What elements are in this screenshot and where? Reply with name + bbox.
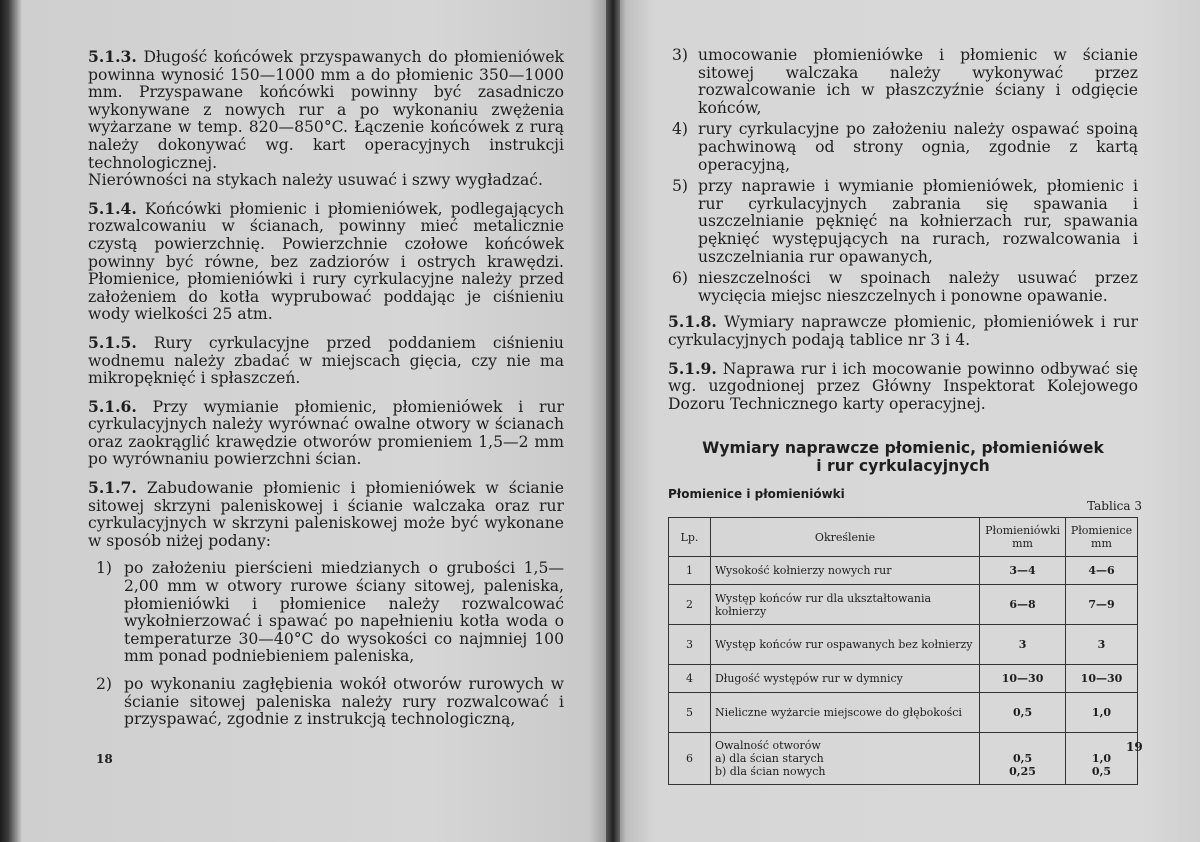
- header-plomienice: Płomienice mm: [1065, 518, 1137, 557]
- book-gutter: [606, 0, 620, 842]
- table-row: [669, 557, 1138, 585]
- cell-opis: Wysokość kołnierzy nowych rur: [710, 557, 979, 585]
- table-heading: [668, 439, 1138, 475]
- cell-opis: Występ końców rur dla ukształtowania kołnierzy: [710, 585, 979, 625]
- cell-plomienice: 3: [1065, 625, 1137, 665]
- list-marker: 1): [96, 559, 113, 578]
- section-5-1-7: [88, 479, 564, 550]
- section-number: 5.1.7.: [88, 478, 137, 498]
- cell-lp: 6: [669, 733, 711, 785]
- list-marker: 6): [672, 269, 689, 288]
- cell-plomieniowki: 0,5: [980, 693, 1066, 733]
- repair-dimensions-table: [668, 517, 1138, 785]
- section-number: 5.1.8.: [668, 312, 717, 332]
- cell-opis-main: Owalność otworów: [714, 739, 821, 753]
- cell-opis: Nieliczne wyżarcie miejscowe do głębokości: [710, 693, 979, 733]
- list-item: [668, 178, 1138, 266]
- section-number: 5.1.6.: [88, 396, 137, 416]
- section-text: Naprawa rur i ich mocowanie powinno odbywać się wg. uzgodnionej przez Główny Inspektorat Kolejowego Dozoru Technicznego karty operacyjnej.: [668, 359, 1138, 413]
- cell-lp: 3: [669, 625, 711, 665]
- list-item-text: rury cyrkulacyjne po założeniu należy ospawać spoiną pachwinową od strony ognia, zgodnie z kartą operacyjną,: [698, 120, 1138, 174]
- cell-plomieniowki: 6—8: [980, 585, 1066, 625]
- cell-opis: Występ końców rur ospawanych bez kołnierzy: [710, 625, 979, 665]
- list-item-text: umocowanie płomieniówke i płomienic w ścianie sitowej walczaka należy wykonywać przez rozwalcowanie ich w płaszczyźnie ściany i odgięcie końców,: [698, 46, 1138, 117]
- value-a: 0,5: [1012, 752, 1033, 766]
- section-5-1-9: [668, 360, 1138, 414]
- list-item: [668, 47, 1138, 117]
- section-number: 5.1.4.: [88, 198, 137, 218]
- section-number: 5.1.5.: [88, 332, 137, 352]
- list-item: [668, 270, 1138, 305]
- value-b: 0,25: [1009, 765, 1036, 779]
- section-5-1-8: [668, 313, 1138, 349]
- cell-plomieniowki: 3: [980, 625, 1066, 665]
- list-item-text: nieszczelności w spoinach należy usuwać przez wycięcia miejsc nieszczelnych i ponowne opawanie.: [698, 269, 1138, 305]
- list-item: [668, 121, 1138, 174]
- cell-plomieniowki: [980, 733, 1066, 785]
- table-title-line-2: i rur cyrkulacyjnych: [816, 457, 990, 476]
- table-row: [669, 665, 1138, 693]
- list-marker: 2): [96, 675, 113, 693]
- procedure-list-right: [668, 47, 1138, 305]
- list-item-text: po założeniu pierścieni miedzianych o grubości 1,5—2,00 mm w otwory rurowe ściany sitowej, paleniska, płomieniówki i płomienice należy rozwalcować wykołnierzować i spawać po napełnieniu kotła woda o temperaturze 30—40°C do wysokości co najmniej 100 mm ponad podniebieniem paleniska,: [124, 559, 564, 666]
- section-text: Wymiary naprawcze płomienic, płomieniówek i rur cyrkulacyjnych podają tablice nr 3 i 4.: [668, 313, 1138, 349]
- cell-plomienice: 4—6: [1065, 557, 1137, 585]
- cell-plomienice: 10—30: [1065, 665, 1137, 693]
- cell-plomienice: 7—9: [1065, 585, 1137, 625]
- table-title-line-1: Wymiary naprawcze płomienic, płomieniówek: [702, 439, 1104, 458]
- section-text: Końcówki płomienic i płomieniówek, podlegających rozwalcowaniu w ścianach, powinny mieć metalicznie czystą powierzchnię. Powierzchnie czołowe końcówek powinny być równe, bez zadziorów i ostrych krawędzi. Płomienice, płomieniówki i rury cyrkulacyjne należy przed założeniem do kotła wyprubować poddając je ciśnieniu wody wielkości 25 atm.: [88, 199, 564, 324]
- cell-plomieniowki: 3—4: [980, 557, 1066, 585]
- cell-opis: Długość występów rur w dymnicy: [710, 665, 979, 693]
- cell-opis-sub-a: a) dla ścian starych: [714, 752, 824, 766]
- value-b: 0,5: [1091, 765, 1112, 779]
- page-number-right: 19: [1126, 740, 1143, 754]
- table-row: [669, 585, 1138, 625]
- list-item: [88, 560, 564, 666]
- section-5-1-5: [88, 334, 564, 388]
- cell-lp: 2: [669, 585, 711, 625]
- list-item-text: przy naprawie i wymianie płomieniówek, płomienic i rur cyrkulacyjnych zabrania się spawania i uszczelnianie pęknięć na kołnierzach rur, spawania pęknięć występujących na rurach, rozwalcowania i uszczelniania rur opawanych,: [698, 177, 1138, 266]
- list-marker: 5): [672, 177, 689, 196]
- section-5-1-3: [88, 48, 564, 190]
- section-text: Zabudowanie płomienic i płomieniówek w ścianie sitowej skrzyni paleniskowej i ścianie walczaka oraz rur cyrkulacyjnych w skrzyni paleniskowej może być wykonane w sposób niżej podany:: [88, 479, 564, 550]
- table-header-row: [669, 518, 1138, 557]
- page-number-left: 18: [96, 752, 113, 766]
- table-row: [669, 693, 1138, 733]
- section-number: 5.1.3.: [88, 47, 137, 66]
- table-subtitle: Płomienice i płomieniówki: [668, 487, 845, 502]
- section-5-1-6: [88, 398, 564, 469]
- cell-plomienice: 1,0: [1065, 693, 1137, 733]
- cell-plomieniowki: 10—30: [980, 665, 1066, 693]
- procedure-list-left: [88, 560, 564, 728]
- left-page-text: [88, 48, 564, 739]
- list-item-text: po wykonaniu zagłębienia wokół otworów rurowych w ścianie sitowej paleniska należy rury rozwalcować i przyspawać, zgodnie z instrukcją technologiczną,: [124, 675, 564, 729]
- cell-lp: 1: [669, 557, 711, 585]
- section-text: Długość końcówek przyspawanych do płomieniówek powinna wynosić 150—1000 mm a do płomienic 350—1000 mm. Przyspawane końcówki powinny być zasadniczo wykonywane z nowych rur a po wykonaniu zwężenia wyżarzane w temp. 820—850°C. Łączenie końcówek z rurą należy dokonywać wg. kart operacyjnych instrukcji technologicznej. Nierówności na stykach należy usuwać i szwy wygładzać.: [88, 48, 564, 190]
- list-marker: 3): [672, 46, 689, 64]
- header-plomieniowki: Płomieniówki mm: [980, 518, 1066, 557]
- cell-opis-sub-b: b) dla ścian nowych: [714, 765, 826, 779]
- header-lp: Lp.: [669, 518, 711, 557]
- header-okreslenie: Określenie: [710, 518, 979, 557]
- cell-lp: 5: [669, 693, 711, 733]
- section-text: Rury cyrkulacyjne przed poddaniem ciśnieniu wodnemu należy zbadać w miejscach gięcia, czy nie ma mikropęknięć i spłaszczeń.: [88, 333, 564, 388]
- cell-lp: 4: [669, 665, 711, 693]
- list-marker: 4): [672, 120, 689, 139]
- table-label: Tablica 3: [1087, 499, 1142, 514]
- section-number: 5.1.9.: [668, 358, 717, 378]
- list-item: [88, 676, 564, 729]
- cell-opis: [710, 733, 979, 785]
- table-row: [669, 625, 1138, 665]
- section-text: Przy wymianie płomienic, płomieniówek i rur cyrkulacyjnych należy wyrównać owalne otwory w ścianach oraz zaokrąglić krawędzie otworów promieniem 1,5—2 mm po wyrównaniu powierzchni ścian.: [88, 397, 564, 469]
- right-page-text: [668, 46, 1142, 785]
- table-row: [669, 733, 1138, 785]
- table-subheader: [668, 487, 1142, 514]
- value-a: 1,0: [1091, 752, 1112, 766]
- section-5-1-4: [88, 200, 564, 324]
